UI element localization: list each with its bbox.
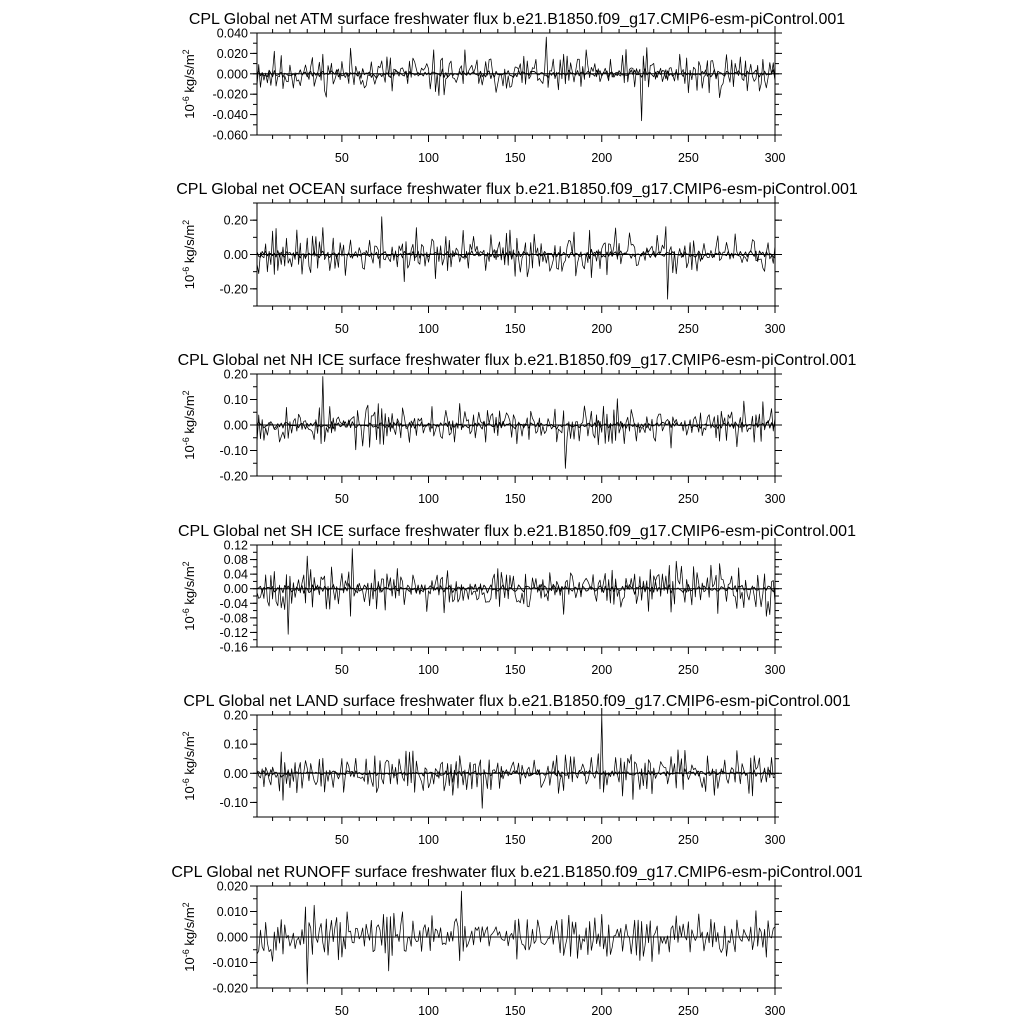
- y-tick-label: 0.20: [223, 213, 248, 228]
- y-axis-label: $10^{-6}$ $kg/s/m^2$: [181, 731, 197, 801]
- y-tick-label: 0.010: [216, 905, 248, 919]
- y-tick-label: 0.020: [216, 46, 248, 61]
- x-tick-label: 50: [334, 151, 349, 165]
- y-tick-label: -0.020: [212, 981, 248, 996]
- y-tick-label: -0.10: [219, 795, 248, 810]
- y-tick-label: -0.16: [219, 640, 248, 655]
- x-tick-label: 300: [764, 1004, 786, 1018]
- y-tick-label: 0.000: [216, 67, 248, 82]
- chart-title: CPL Global net RUNOFF surface freshwater flux b.e21.B1850.f09_g17.CMIP6-esm-piControl.001: [171, 864, 863, 881]
- x-tick-label: 300: [764, 151, 786, 165]
- x-tick-label: 100: [418, 1004, 439, 1018]
- x-tick-label: 250: [677, 1004, 699, 1018]
- y-tick-label: 0.00: [223, 248, 248, 262]
- y-tick-label: -0.08: [219, 611, 248, 626]
- y-tick-label: -0.010: [212, 956, 248, 970]
- y-tick-label: 0.12: [223, 538, 248, 553]
- y-tick-label: -0.040: [212, 108, 248, 123]
- y-tick-label: 0.00: [223, 418, 248, 433]
- x-tick-label: 150: [504, 322, 526, 336]
- x-tick-label: 250: [677, 151, 699, 165]
- y-tick-label: 0.10: [223, 393, 248, 407]
- y-tick-label: 0.20: [223, 708, 248, 723]
- x-tick-label: 150: [504, 833, 526, 847]
- y-tick-label: 0.20: [223, 367, 248, 382]
- x-tick-label: 100: [418, 663, 439, 677]
- y-tick-label: -0.04: [219, 596, 248, 611]
- y-tick-label: 0.040: [216, 26, 248, 41]
- x-tick-label: 200: [591, 833, 613, 847]
- x-tick-label: 50: [334, 322, 349, 336]
- y-tick-label: 0.08: [223, 553, 248, 568]
- y-axis-label: $10^{-6}$ $kg/s/m^2$: [181, 902, 197, 972]
- x-tick-label: 150: [504, 1004, 526, 1018]
- x-tick-label: 50: [334, 663, 349, 677]
- x-tick-label: 300: [764, 492, 786, 506]
- x-tick-label: 200: [591, 322, 613, 336]
- y-tick-label: -0.10: [219, 444, 248, 458]
- x-tick-label: 50: [334, 833, 349, 847]
- x-tick-label: 250: [677, 833, 699, 847]
- y-tick-label: 0.10: [223, 737, 248, 752]
- chart-title: CPL Global net LAND surface freshwater flux b.e21.B1850.f09_g17.CMIP6-esm-piControl.001: [183, 693, 851, 710]
- chart-title: CPL Global net SH ICE surface freshwater flux b.e21.B1850.f09_g17.CMIP6-esm-piControl.001: [178, 523, 856, 540]
- y-tick-label: 0.000: [216, 930, 248, 945]
- y-tick-label: -0.20: [219, 469, 248, 484]
- y-axis-label: $10^{-6}$ $kg/s/m^2$: [181, 390, 197, 460]
- x-tick-label: 200: [591, 1004, 613, 1018]
- x-tick-label: 300: [764, 833, 786, 847]
- y-tick-label: 0.00: [223, 766, 248, 781]
- y-axis-label: $10^{-6}$ $kg/s/m^2$: [181, 561, 197, 631]
- x-tick-label: 50: [334, 1004, 349, 1018]
- y-tick-label: 0.04: [223, 567, 248, 582]
- y-axis-label: $10^{-6}$ $kg/s/m^2$: [181, 219, 197, 290]
- x-tick-label: 200: [591, 663, 613, 677]
- y-tick-label: 0.00: [223, 582, 248, 597]
- x-tick-label: 150: [504, 492, 526, 506]
- chart-title: CPL Global net NH ICE surface freshwater flux b.e21.B1850.f09_g17.CMIP6-esm-piControl.001: [177, 352, 857, 369]
- y-tick-label: -0.060: [212, 128, 248, 143]
- x-tick-label: 250: [677, 492, 699, 506]
- y-tick-label: 0.020: [216, 879, 248, 894]
- chart-title: CPL Global net ATM surface freshwater flux b.e21.B1850.f09_g17.CMIP6-esm-piControl.001: [188, 11, 846, 28]
- x-tick-label: 300: [764, 322, 786, 336]
- x-tick-label: 200: [591, 492, 613, 506]
- x-tick-label: 100: [418, 492, 439, 506]
- x-tick-label: 50: [334, 492, 349, 506]
- y-axis-label: $10^{-6}$ $kg/s/m^2$: [181, 49, 197, 119]
- x-tick-label: 100: [418, 151, 439, 165]
- y-tick-label: -0.12: [219, 625, 248, 640]
- chart-title: CPL Global net OCEAN surface freshwater flux b.e21.B1850.f09_g17.CMIP6-esm-piControl.001: [176, 181, 858, 198]
- x-tick-label: 100: [418, 322, 439, 336]
- x-tick-label: 250: [677, 322, 699, 336]
- x-tick-label: 150: [504, 663, 526, 677]
- x-tick-label: 250: [677, 663, 699, 677]
- y-tick-label: -0.020: [212, 87, 248, 102]
- x-tick-label: 200: [591, 151, 613, 165]
- y-tick-label: -0.20: [219, 282, 248, 297]
- x-tick-label: 100: [418, 833, 439, 847]
- x-tick-label: 300: [764, 663, 786, 677]
- x-tick-label: 150: [504, 151, 526, 165]
